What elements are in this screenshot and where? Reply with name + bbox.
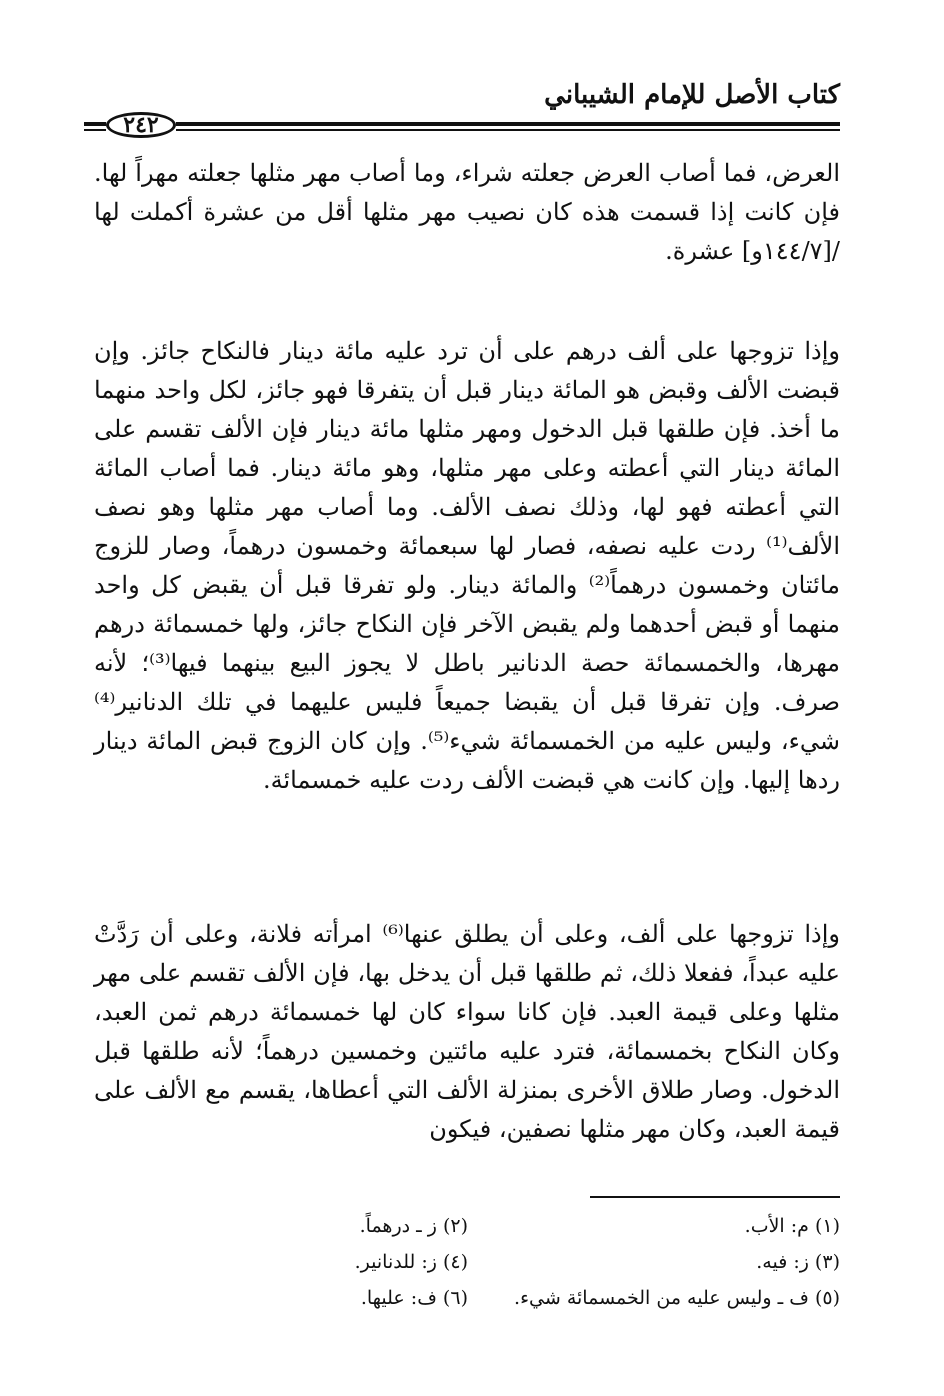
footnote-1: (١) م: الأب. [744, 1215, 840, 1237]
header-rule-left-thin [84, 129, 106, 131]
footnote-separator [590, 1196, 840, 1198]
header-rule-thin [176, 129, 840, 131]
book-title: كتاب الأصل للإمام الشيباني [544, 80, 840, 110]
page-number-badge [106, 112, 176, 138]
footnote-5: (٥) ف ـ وليس عليه من الخمسمائة شيء. [514, 1287, 840, 1309]
paragraph-1: العرض، فما أصاب العرض جعلته شراء، وما أصاب مهر مثلها جعلته مهراً لها. فإن كانت إذا قسمت هذه كان نصيب مهر مثلها أقل من عشرة أكملت لها /[١٤٤/٧و] عشرة. [94, 159, 840, 265]
page-number: ٢٤٢ [123, 112, 159, 138]
paragraph-3: وإذا تزوجها على ألف، وعلى أن يطلق عنها⁽⁶⁾ امرأته فلانة، وعلى أن رَدَّتْ عليه عبداً، ففعلا ذلك، ثم طلقها قبل أن يدخل بها، فإن الألف تقسم على مهر مثلها وعلى قيمة العبد. فإن كانا سواء كان لها خمسمائة درهم ثمن العبد، وكان النكاح بخمسمائة، فترد عليه مائتين وخمسين درهماً؛ لأنه طلقها قبل الدخول. وصار طلاق الأخرى بمنزلة الألف التي أعطاها، يقسم مع الألف على قيمة العبد، وكان مهر مثلها نصفين، فيكون [94, 920, 840, 1143]
footnotes [94, 1208, 840, 1316]
header-rule-left [84, 122, 106, 126]
paragraph-2: وإذا تزوجها على ألف درهم على أن ترد عليه مائة دينار فالنكاح جائز. وإن قبضت الألف وقبض هو المائة دينار قبل أن يتفرقا فهو جائز، لكل واحد منهما ما أخذ. فإن طلقها قبل الدخول ومهر مثلها مائة دينار فإن الألف تقسم على المائة دينار التي أعطته وعلى مهر مثلها، وهو مائة دينار. فما أصاب المائة التي أعطته فهو لها، وذلك نصف الألف. وما أصاب مهر مثلها وهو نصف الألف⁽¹⁾ ردت عليه نصفه، فصار لها سبعمائة وخمسون درهماً، وصار للزوج مائتان وخمسون درهماً⁽²⁾ والمائة دينار. ولو تفرقا قبل أن يقبض كل واحد منهما أو قبض أحدهما ولم يقبض الآخر فإن النكاح جائز، ولها خمسمائة درهم مهرها، والخمسمائة حصة الدنانير باطل لا يجوز البيع بينهما فيها⁽³⁾؛ لأنه صرف. وإن تفرقا قبل أن يقبضا جميعاً فليس عليهما في تلك الدنانير⁽⁴⁾ شيء، وليس عليه من الخمسمائة شيء⁽⁵⁾. وإن كان الزوج قبض المائة دينار ردها إليها. وإن كانت هي قبضت الألف ردت عليه خمسمائة. [94, 337, 841, 794]
footnote-row [94, 1208, 840, 1244]
header-rule [176, 122, 840, 126]
footnote-row [94, 1280, 840, 1316]
footnote-4: (٤) ز: للدنانير. [354, 1251, 468, 1273]
footnote-3: (٣) ز: فيه. [756, 1251, 840, 1273]
footnote-2: (٢) ز ـ درهماً. [359, 1215, 468, 1237]
footnote-6: (٦) ف: عليها. [360, 1287, 468, 1309]
page-header [84, 78, 840, 140]
footnote-row [94, 1244, 840, 1280]
